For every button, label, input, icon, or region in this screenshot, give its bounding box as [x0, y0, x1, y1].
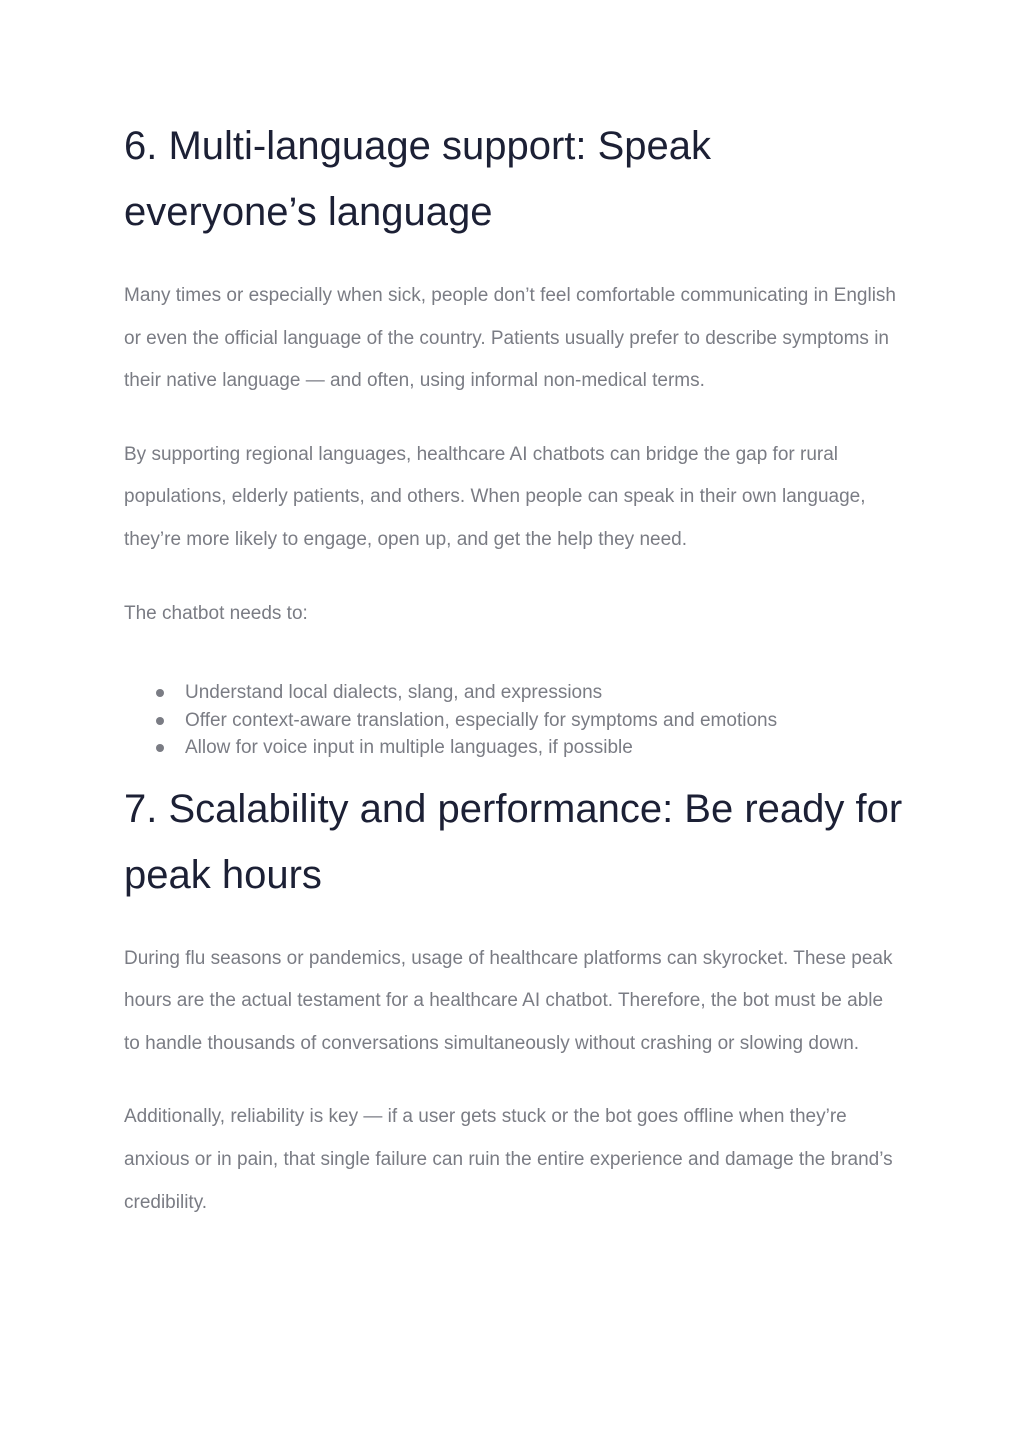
bullet-icon [156, 689, 164, 697]
section-6-paragraph-2: By supporting regional languages, healthcare AI chatbots can bridge the gap for rural populations, elderly patients, and others. When people can speak in their own language, they’re more likely to engage, open up, and get the help they need. [124, 443, 866, 550]
requirements-list [124, 679, 904, 762]
list-item [124, 707, 904, 735]
list-item-text: Offer context-aware translation, especially for symptoms and emotions [185, 709, 778, 731]
list-item [124, 734, 904, 762]
section-7-paragraph-1: During flu seasons or pandemics, usage of healthcare platforms can skyrocket. These peak hours are the actual testament for a healthcare AI chatbot. Therefore, the bot must be able to handle thousands of conversations simultaneously without crashing or slowing down. [124, 947, 893, 1054]
section-7-heading: 7. Scalability and performance: Be ready for peak hours [124, 786, 903, 897]
list-item-text: Understand local dialects, slang, and expressions [185, 682, 603, 704]
document-page [124, 113, 904, 1224]
bullet-icon [156, 717, 164, 725]
list-item [124, 679, 904, 707]
section-6-paragraph-1: Many times or especially when sick, people don’t feel comfortable communicating in English or even the official language of the country. Patients usually prefer to describe symptoms in their native language — and often, using informal non-medical terms. [124, 285, 896, 392]
section-6-paragraph-3: The chatbot needs to: [124, 602, 308, 624]
section-7-paragraph-2: Additionally, reliability is key — if a user gets stuck or the bot goes offline when they’re anxious or in pain, that single failure can ruin the entire experience and damage the brand’s credibility. [124, 1106, 893, 1213]
bullet-icon [156, 744, 164, 752]
list-item-text: Allow for voice input in multiple languages, if possible [185, 737, 633, 759]
section-6-heading: 6. Multi-language support: Speak everyone’s language [124, 124, 712, 234]
